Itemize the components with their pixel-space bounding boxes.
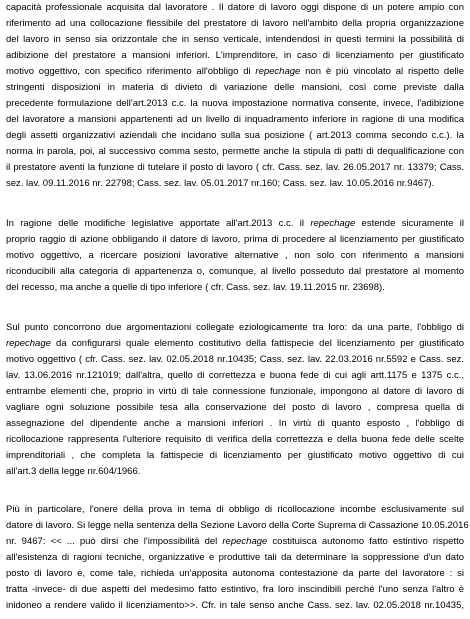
text-line: Più in particolare, l'onere della prova in tema di obbligo di ricollocazione incombe esclusivamente sul [6, 504, 464, 515]
text-line: sez. lav. 09.11.2016 nr. 22798; Cass. sez. lav. 05.01.2017 nr.160; Cass. sez. lav. 10.05.2016 nr.9467). [6, 178, 435, 189]
text-line: all'esistenza di ragioni tecniche, organizzative e produttive tali da determinare la soppressione d'un dato [6, 552, 464, 563]
text-line: lav. 13.06.2016 nr.121019; dall'altra, quello di correttezza e buona fede di cui agli artt.1175 e 1375 c.c., [6, 370, 464, 381]
text-line: motivo oggettivo, con specifico riferimento all'obbligo di repechage non è più vincolato al rispetto delle [6, 66, 464, 77]
text-line: il prestatore aventi la funzione di tutelare il posto di lavoro ( cfr. Cass. sez. lav. 26.05.2017 nr. 13379; Cass. [6, 162, 464, 173]
text-line: riferimento ad una collocazione flessibile del prestatore di lavoro nell'ambito della propria organizzazione [6, 18, 464, 29]
text-line: del lavoratore a mansioni appartenenti ad un livello di inquadramento inferiore in ragione di una modifica [6, 114, 464, 125]
text-line: motivo oggettivo ( cfr. Cass. sez. lav. 02.05.2018 nr.10435; Cass. sez. lav. 22.03.2016 nr.5592 e Cass. sez. [6, 354, 464, 365]
text-line: nr. 9467: << ... può dirsi che l'impossibilità del repechage costituisca autonomo fatto estintivo rispetto [6, 536, 465, 547]
text-line: del lavoro in senso sia orizzontale che in senso verticale, intendendosi in questi termini la possibilità di [6, 34, 464, 45]
text-line: assegnazione del dipendente anche a mansioni inferiori . In virtù di quanto esposto , l'obbligo di [6, 418, 464, 429]
text-line: adibizione del prestatore a mansioni inferiori. L'imprenditore, in caso di licenziamento per giustificato [6, 50, 464, 61]
text-line: inidoneo a rendere valido il licenziamento>>. Cfr. in tale senso anche Cass. sez. lav. 02.05.2018 nr.10435, [6, 600, 464, 611]
text-line: del recesso, ma anche a quelle di tipo inferiore ( cfr. Cass. sez. lav. 19.11.2015 nr. 23698). [6, 282, 385, 293]
text-line: motivo oggettivo, a ricercare posizioni lavorative alternative , non solo con riferimento a mansioni [6, 250, 464, 261]
text-line: norma in parola, poi, al successivo comma sesto, permette anche la stipula di patti di dequalificazione con [6, 146, 464, 157]
text-line: In ragione delle modifiche legislative apportate all'art.2013 c.c. il repechage estende sicuramente il [6, 218, 464, 229]
text-line: entrambe elementi che, proprio in virtù di tale connessione funzionale, impongono al datore di lavoro di [6, 386, 464, 397]
text-line: stringenti disposizioni in materia di divieto di variazione delle mansioni, così come previste dalla [6, 82, 464, 93]
text-line: precedente formulazione dell'art.2013 c.c. la nuova impostazione normativa consente, invece, l'adibizione [6, 98, 464, 109]
text-line: capacità professionale acquisita dal lavoratore . Il datore di lavoro oggi dispone di un potere ampio con [6, 2, 464, 13]
text-line: posto di lavoro e, come tale, richieda un'apposita autonoma contestazione da parte del lavoratore : si [6, 568, 464, 579]
text-line: all'art.3 della legge nr.604/1966. [6, 466, 141, 477]
text-line: tratta -invece- di due aspetti del medesimo fatto estintivo, fra loro inscindibili perché l'uno senza l'altro è [6, 584, 464, 595]
text-line: datore di lavoro. Si legge nella sentenza della Sezione Lavoro della Corte Suprema di Cassazione 10.05.2016 [6, 520, 469, 531]
text-line: Sul punto concorrono due argomentazioni collegate eziologicamente tra loro: da una parte, l'obbligo di [6, 322, 464, 333]
text-line: riconducibili alla categoria di appartenenza o, comunque, al livello posseduto dal prestatore al momento [6, 266, 464, 277]
text-line: degli assetti organizzativi aziendali che incidano sulla sua posizione ( art.2013 comma secondo c.c.). la [6, 130, 464, 141]
text-line: vagliare ogni soluzione possibile tesa alla conservazione del posto di lavoro , compresa quella di [6, 402, 464, 413]
text-line: ricollocazione rappresenta l'ulteriore requisito di verifica della correttezza e della buona fede delle scelte [6, 434, 464, 445]
text-line: repechage da configurarsi quale elemento costitutivo della fattispecie del licenziamento per giustificato [6, 338, 464, 349]
text-line: proprio raggio di azione obbligando il datore di lavoro, prima di procedere al licenziamento per giustificato [6, 234, 464, 245]
text-line: imprenditoriali , che completa la fattispecie di licenziamento per giustificato motivo oggettivo di cui [6, 450, 464, 461]
